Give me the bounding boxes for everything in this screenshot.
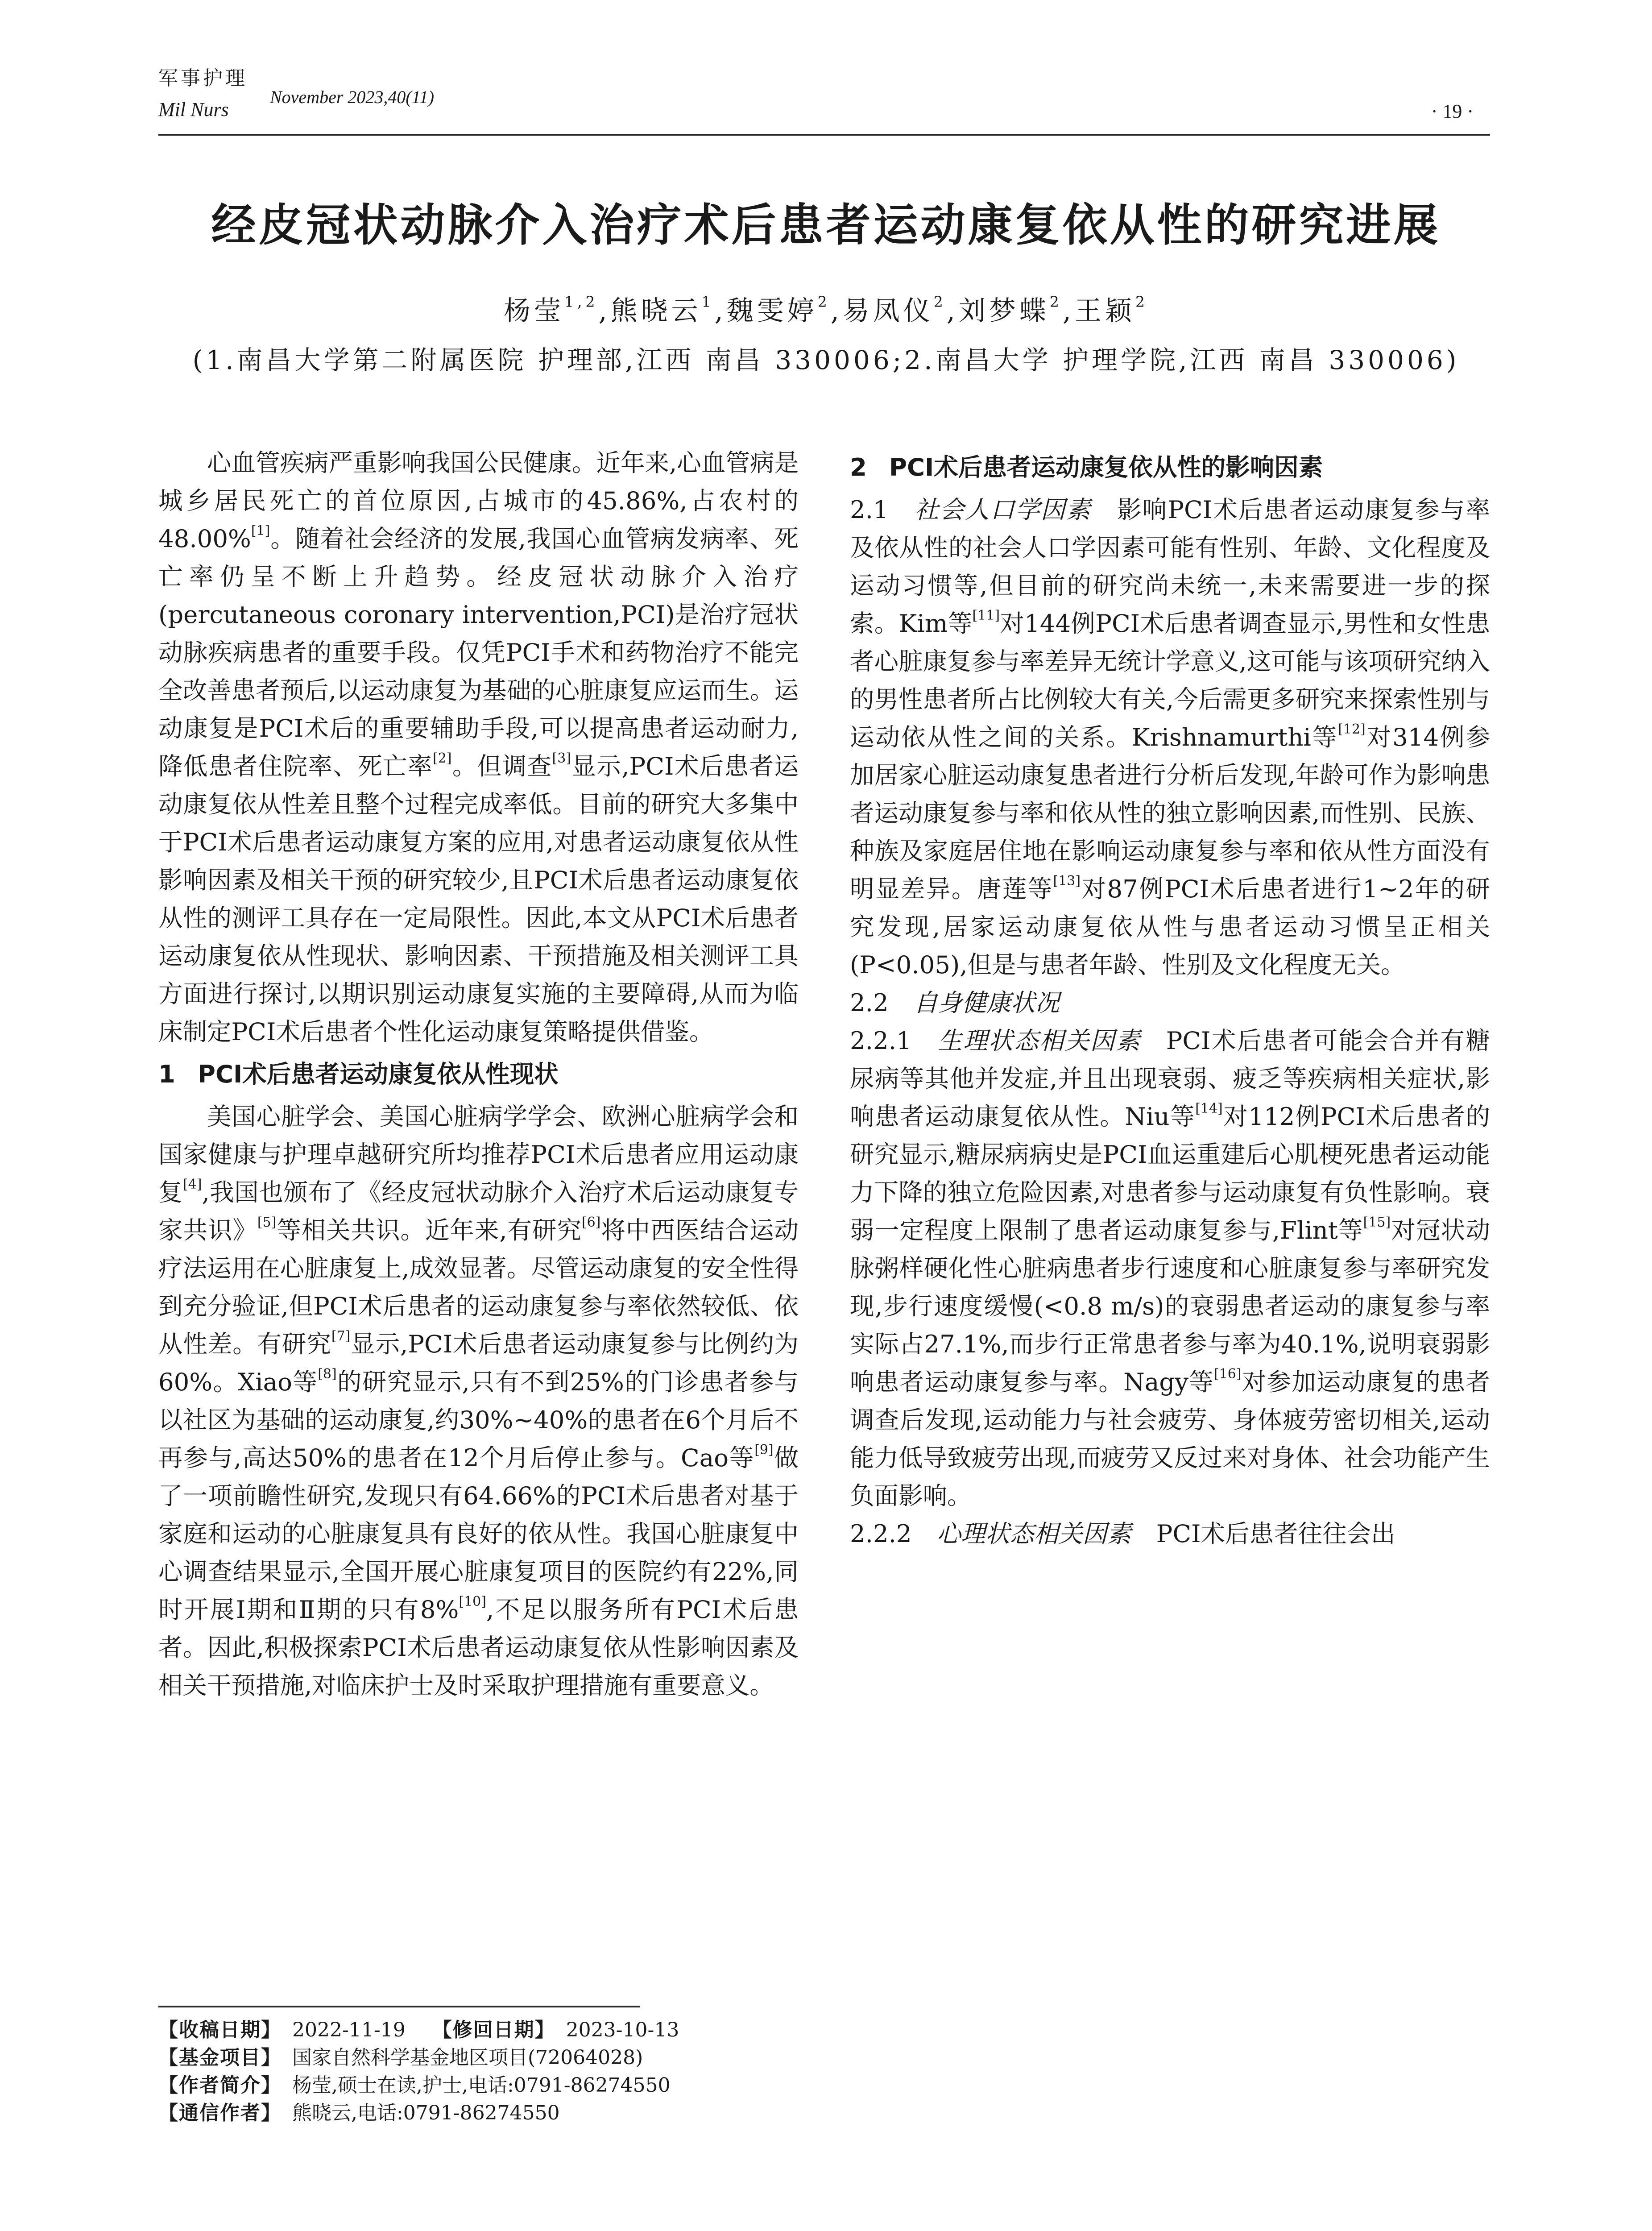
section-2-2-2-paragraph	[850, 1515, 1490, 1553]
citation-12[interactable]: [12]	[1338, 722, 1366, 738]
body-text: 对112例PCI术后患者的研究显示,糖尿病病史是PCI血运重建后心肌梗死患者运动能力下降的独立危险因素,对患者参与运动康复有负性影响。衰弱一定程度上限制了患者运动康复参与,Flint等	[850, 1102, 1490, 1244]
section-2-2-heading	[850, 984, 1490, 1022]
intro-text: 。但调查	[451, 752, 552, 780]
citation-10[interactable]: [10]	[459, 1594, 486, 1610]
body-text: 做了一项前瞻性研究,发现只有64.66%的PCI术后患者对基于家庭和运动的心脏康复具有良好的依从性。我国心脏康复中心调查结果显示,全国开展心脏康复项目的医院约有22%,同时开展Ⅰ期和Ⅱ期的只有8%	[158, 1443, 799, 1624]
journal-name: 军事护理	[158, 67, 248, 90]
author-affiliation-mark: 1	[701, 293, 715, 311]
subsection-number: 2.2.2	[850, 1519, 912, 1548]
intro-text: 心血管疾病严重影响我国公民健康。近年来,心血管病是城乡居民死亡的首位原因,占城市的45.86%,占农村的48.00%	[158, 448, 799, 553]
subsection-title: 社会人口学因素	[913, 495, 1092, 524]
footnote-label: 【通信作者】	[158, 2102, 282, 2124]
received-date: 2022-11-19	[292, 2019, 406, 2041]
page-number: · 19 ·	[1431, 100, 1474, 122]
subsection-number: 2.2	[850, 988, 889, 1017]
author-info: 杨莹,硕士在读,护士,电话:0791-86274550	[292, 2074, 671, 2097]
section-2-1-paragraph	[850, 491, 1490, 984]
journal-abbreviation: Mil Nurs	[158, 99, 229, 120]
citation-11[interactable]: [11]	[972, 608, 1000, 624]
footnote-author	[158, 2072, 801, 2099]
footnote-label: 【收稿日期】	[158, 2019, 282, 2041]
author-list: 杨莹$^{1,2}$,熊晓云$^1$,魏雯婷$^2$,易凤仪$^2$,刘梦蝶$^2$,王颖$^2$	[504, 293, 1148, 327]
body-text: 对参加运动康复的患者调查后发现,运动能力与社会疲劳、身体疲劳密切相关,运动能力低导致疲劳出现,而疲劳又反过来对身体、社会功能产生负面影响。	[850, 1368, 1490, 1510]
body-text: 等相关共识。近年来,有研究	[276, 1216, 582, 1244]
footnote-dates	[158, 2017, 801, 2044]
header-rule	[158, 134, 1490, 136]
intro-text: 显示,PCI术后患者运动康复依从性差且整个过程完成率低。目前的研究大多集中于PCI术后患者运动康复方案的应用,对患者运动康复依从性影响因素及相关干预的研究较少,且PCI术后患者运动康复依从性的测评工具存在一定局限性。因此,本文从PCI术后患者运动康复依从性现状、影响因素、干预措施及相关测评工具方面进行探讨,以期识别运动康复实施的主要障碍,从而为临床制定PCI术后患者个性化运动康复策略提供借鉴。	[158, 752, 799, 1046]
body-text: 对冠状动脉粥样硬化性心脏病患者步行速度和心脏康复参与率研究发现,步行速度缓慢(<0.8 m/s)的衰弱患者运动的康复参与率实际占27.1%,而步行正常患者参与率为40.1%,说明衰弱影响患者运动康复参与率。Nagy等	[850, 1216, 1490, 1396]
intro-text: 。随着社会经济的发展,我国心血管病发病率、死亡率仍呈不断上升趋势。经皮冠状动脉介入治疗(percutaneous coronary intervention,PCI)是治疗冠状动脉疾病患者的重要手段。仅凭PCI手术和药物治疗不能完全改善患者预后,以运动康复为基础的心脏康复应运而生。运动康复是PCI术后的重要辅助手段,可以提高患者运动耐力,降低患者住院率、死亡率	[158, 524, 799, 780]
citation-13[interactable]: [13]	[1053, 873, 1081, 889]
intro-paragraph	[158, 444, 799, 1051]
section-1-heading	[158, 1055, 799, 1093]
author-name: 杨莹	[504, 295, 565, 327]
author-name: 魏雯婷	[726, 295, 818, 327]
citation-14[interactable]: [14]	[1195, 1101, 1223, 1117]
affiliations: (1.南昌大学第二附属医院 护理部,江西 南昌 330006;2.南昌大学 护理学院,江西 南昌 330006)	[192, 345, 1460, 375]
subsection-title: 生理状态相关因素	[936, 1026, 1141, 1055]
footnote-correspondence	[158, 2100, 801, 2127]
body-text: PCI术后患者往往会出	[1156, 1519, 1395, 1548]
body-text: ,我国也颁布了《经皮冠状动脉介入治疗术后运动康复专家共识》	[158, 1178, 799, 1244]
left-column	[158, 444, 799, 1704]
body-text: 显示,PCI术后患者运动康复参与比例约为60%。Xiao等	[158, 1330, 799, 1396]
section-2-heading	[850, 448, 1490, 486]
citation-5[interactable]: [5]	[257, 1215, 277, 1231]
body-text: 对314例参加居家心脏运动康复患者进行分析后发现,年龄可作为影响患者运动康复参与率和依从性的独立影响因素,而性别、民族、种族及家庭居住地在影响运动康复参与率和依从性方面没有明显差异。唐莲等	[850, 723, 1490, 903]
citation-3[interactable]: [3]	[552, 751, 571, 767]
author-affiliation-mark: 1,2	[564, 293, 599, 311]
section-2-2-1-paragraph	[850, 1022, 1490, 1515]
footnote-rule	[158, 2006, 640, 2007]
section-title: PCI术后患者运动康复依从性现状	[198, 1060, 559, 1088]
author-name: 易凤仪	[842, 295, 934, 327]
section-title: PCI术后患者运动康复依从性的影响因素	[889, 453, 1323, 481]
footnote-fund	[158, 2044, 801, 2071]
section-number: 2	[850, 453, 867, 481]
citation-6[interactable]: [6]	[581, 1215, 601, 1231]
citation-2[interactable]: [2]	[433, 751, 452, 767]
subsection-number: 2.2.1	[850, 1026, 912, 1055]
author-name: 熊晓云	[610, 295, 702, 327]
citation-7[interactable]: [7]	[331, 1328, 351, 1344]
citation-16[interactable]: [16]	[1214, 1366, 1242, 1382]
right-column	[850, 444, 1490, 1553]
article-title: 经皮冠状动脉介入治疗术后患者运动康复依从性的研究进展	[211, 199, 1441, 251]
body-text: ,不足以服务所有PCI术后患者。因此,积极探索PCI术后患者运动康复依从性影响因素及相关干预措施,对临床护士及时采取护理措施有重要意义。	[158, 1595, 799, 1700]
author-affiliation-mark: 2	[1135, 293, 1148, 311]
section-number: 1	[158, 1060, 175, 1088]
body-text: 对87例PCI术后患者进行1~2年的研究发现,居家运动康复依从性与患者运动习惯呈正相关(P<0.05),但是与患者年龄、性别及文化程度无关。	[850, 875, 1490, 979]
citation-15[interactable]: [15]	[1363, 1215, 1391, 1231]
issue-date: November 2023,40(11)	[270, 87, 435, 107]
correspondence-info: 熊晓云,电话:0791-86274550	[292, 2102, 560, 2124]
body-text: PCI术后患者可能会合并有糖尿病等其他并发症,并且出现衰弱、疲乏等疾病相关症状,影响患者运动康复依从性。Niu等	[850, 1026, 1490, 1131]
footnote-label: 【修回日期】	[432, 2019, 555, 2041]
body-text: 美国心脏学会、美国心脏病学学会、欧洲心脏病学会和国家健康与护理卓越研究所均推荐PCI术后患者应用运动康复	[158, 1102, 799, 1207]
citation-4[interactable]: [4]	[183, 1177, 202, 1193]
fund-info: 国家自然科学基金地区项目(72064028)	[292, 2046, 643, 2069]
body-text: 对144例PCI术后患者调查显示,男性和女性患者心脏康复参与率差异无统计学意义,这可能与该项研究纳入的男性患者所占比例较大有关,今后需更多研究来探索性别与运动依从性之间的关系。Krishnamurthi等	[850, 609, 1491, 751]
body-text: 影响PCI术后患者运动康复参与率及依从性的社会人口学因素可能有性别、年龄、文化程度及运动习惯等,但目前的研究尚未统一,未来需要进一步的探索。Kim等	[850, 495, 1490, 638]
author-name: 王颖	[1074, 295, 1135, 327]
subsection-number: 2.1	[850, 495, 889, 524]
citation-9[interactable]: [9]	[754, 1442, 774, 1458]
subsection-title: 自身健康状况	[913, 988, 1060, 1017]
section-1-paragraph	[158, 1098, 799, 1704]
revised-date: 2023-10-13	[566, 2019, 679, 2041]
citation-1[interactable]: [1]	[251, 523, 270, 539]
footnote-label: 【作者简介】	[158, 2074, 282, 2097]
footnote-label: 【基金项目】	[158, 2046, 282, 2069]
author-name: 刘梦蝶	[958, 295, 1050, 327]
author-affiliation-mark: 2	[1049, 293, 1063, 311]
author-affiliation-mark: 2	[933, 293, 947, 311]
body-text: 将中西医结合运动疗法运用在心脏康复上,成效显著。尽管运动康复的安全性得到充分验证,但PCI术后患者的运动康复参与率依然较低、依从性差。有研究	[158, 1216, 799, 1358]
subsection-title: 心理状态相关因素	[936, 1519, 1131, 1548]
citation-8[interactable]: [8]	[318, 1366, 337, 1382]
author-affiliation-mark: 2	[817, 293, 831, 311]
body-text: 的研究显示,只有不到25%的门诊患者参与以社区为基础的运动康复,约30%~40%的患者在6个月后不再参与,高达50%的患者在12个月后停止参与。Cao等	[158, 1368, 799, 1472]
